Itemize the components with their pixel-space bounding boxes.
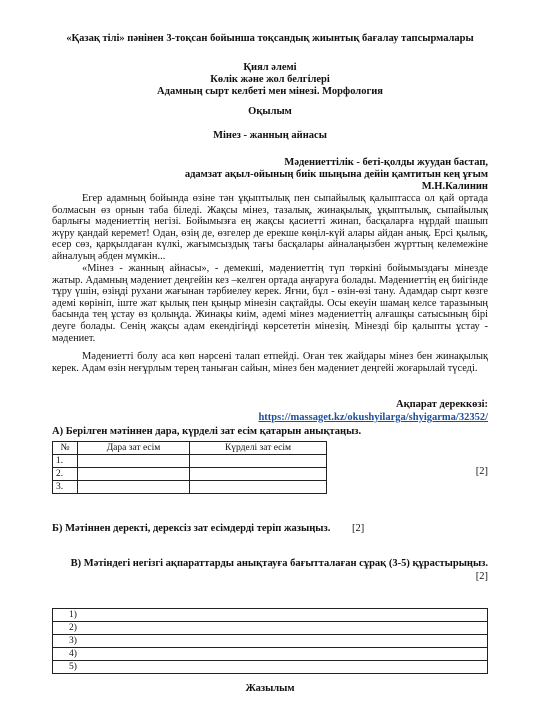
column-header-number: №	[53, 442, 78, 455]
section-title-1: Қиял әлемі	[243, 62, 297, 73]
epigraph-author: М.Н.Калинин	[421, 181, 488, 192]
task-a-table	[52, 441, 327, 494]
answer-cell[interactable]	[190, 455, 327, 468]
table-row	[53, 455, 327, 468]
paragraph-3: Мәдениетті болу аса көп нәрсені талап етпейді. Оған тек жайдары мінез бен жинақылық керек. Адам өзін неғұрлым терең таныған сайын, мінез бен мәдениет деңгейі жоғарылай түседі.	[52, 351, 488, 374]
table-row	[53, 481, 327, 494]
reading-heading: Оқылым	[248, 106, 292, 117]
table-header-row	[53, 442, 327, 455]
question-row[interactable]: 1)	[53, 609, 488, 622]
task-c-table	[52, 608, 488, 674]
source-link[interactable]: https://massaget.kz/okushyilarga/shyigarma/32352/	[258, 412, 488, 423]
epigraph-line-2: адамзат ақыл-ойының биік шыңына дейін қамтитын кең ұғым	[184, 169, 488, 180]
table-row[interactable]	[53, 635, 488, 648]
answer-cell[interactable]	[78, 481, 190, 494]
table-row	[53, 468, 327, 481]
section-title-3: Адамның сырт келбеті мен мінезі. Морфология	[157, 86, 383, 97]
column-header-simple-noun: Дара зат есім	[78, 442, 190, 455]
row-number: 2.	[53, 468, 78, 481]
answer-cell[interactable]	[78, 468, 190, 481]
answer-cell[interactable]	[190, 468, 327, 481]
table-row[interactable]	[53, 661, 488, 674]
task-c-prompt: В) Мәтіндегі негізгі ақпараттарды анықтауға бағытталаған сұрақ (3-5) құрастырыңыз.	[70, 558, 488, 569]
task-a-marks: [2]	[475, 466, 488, 477]
answer-cell[interactable]	[78, 455, 190, 468]
question-row[interactable]: 4)	[53, 648, 488, 661]
question-row[interactable]: 3)	[53, 635, 488, 648]
source-label: Ақпарат дереккөзі:	[396, 399, 488, 410]
question-row[interactable]: 2)	[53, 622, 488, 635]
epigraph-line-1: Мәдениеттілік - беті-қолды жуудан бастап,	[284, 157, 488, 168]
row-number: 3.	[53, 481, 78, 494]
task-a-prompt: А) Берілген мәтіннен дара, күрделі зат есім қатарын анықтаңыз.	[52, 426, 362, 437]
paragraph-1: Егер адамның бойында өзіне тән ұқыптылық пен сыпайылық қалыптасса ол қай ортада болмасын өз орнын таба біледі. Жақсы мінез, тазалық, жинақылық, ұқыптылық, сыпайылық барлығы мәдениеттің негізі. Бойымызға ең жақсы қасиетті жинап, басқаларға нұрдай шашып жүру қандай керемет! Одан, өзің де, өзгелер де ерекше көңіл-күй алары айдан анық. Ерсі қылық, есер сөз, қарқылдаған күлкі, жағымсыздық тағы басқалары айналаңызбен жүрттың келемежіне айналуың әбден мүмкін...	[52, 193, 488, 262]
task-c-marks: [2]	[475, 571, 488, 582]
table-row[interactable]	[53, 622, 488, 635]
answer-cell[interactable]	[190, 481, 327, 494]
table-row[interactable]	[53, 609, 488, 622]
section-title-2: Көлік және жол белгілері	[210, 74, 330, 85]
writing-heading: Жазылым	[245, 683, 295, 694]
task-b-marks: [2]	[352, 523, 365, 534]
task-b-prompt: Б) Мәтіннен деректі, дерексіз зат есімдерді теріп жазыңыз.	[52, 523, 331, 534]
text-title: Мінез - жанның айнасы	[213, 130, 327, 141]
question-row[interactable]: 5)	[53, 661, 488, 674]
table-row[interactable]	[53, 648, 488, 661]
row-number: 1.	[53, 455, 78, 468]
column-header-compound-noun: Күрделі зат есім	[190, 442, 327, 455]
paragraph-2: «Мінез - жанның айнасы», - демекші, мәдениеттің түп төркіні бойымыздағы мінезде жатыр. Адамның мәдениет деңгейін кез –келген ортада аңғаруға болады. Мәдениеттің ең биігінде тұру үшін, өзіңді рухани жағынан тәрбиелеу керек. Яғни, бұл - өзін-өзі тану. Адамдар сырт көзге әдемі көрініп, іште жат қылық пен қыңыр мінезін сақтайды. Осы екеуін шамаң келсе таразының басында тең ұстау өз қолыңда. Жинақы киім, әдемі мінез мәдениеттің алғашқы сатысының бірі деуге болады. Сенің жақсы адам екендігіңді көрсететін мінезің. Мінезді бір қалыпты ұстау - мәдениет.	[52, 263, 488, 344]
document-title: «Қазақ тілі» пәнінен 3-тоқсан бойынша тоқсандық жиынтық бағалау тапсырмалары	[66, 33, 474, 44]
